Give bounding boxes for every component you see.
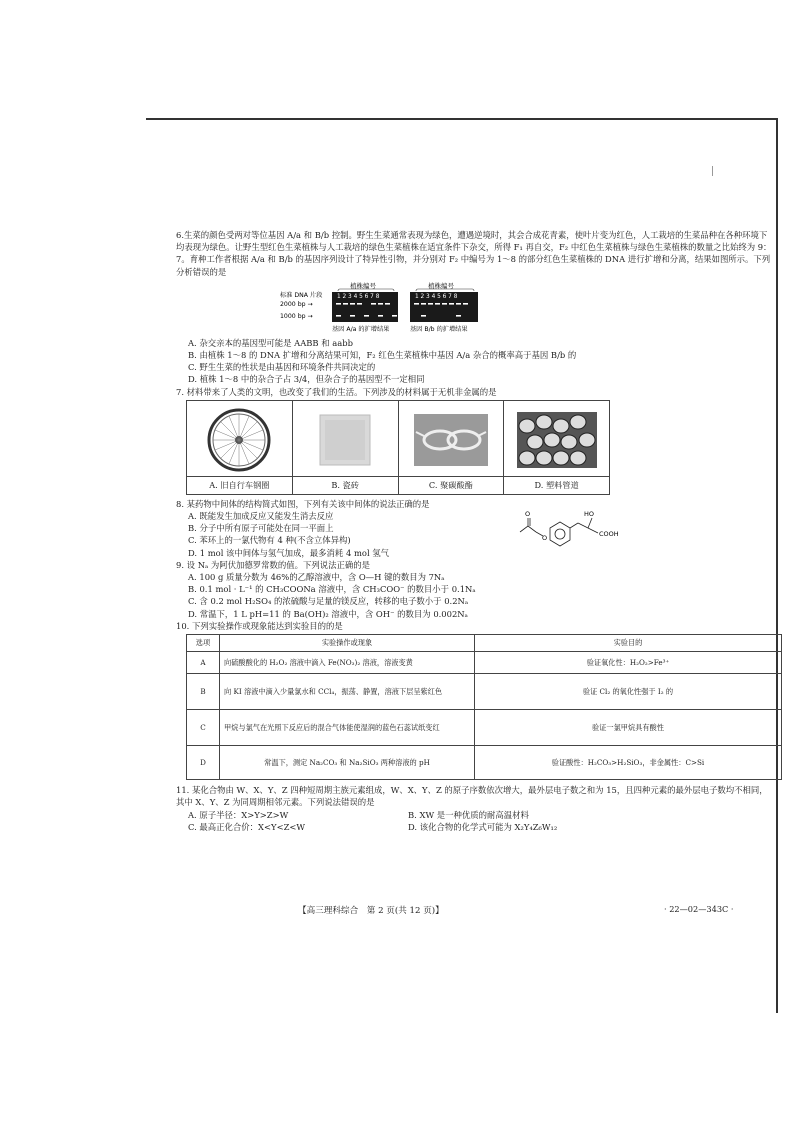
q11-option-c: C. 最高正化合价：X<Y<Z<W: [188, 821, 306, 832]
materials-table: [186, 400, 610, 495]
q9-option-d: D. 常温下，1 L pH=11 的 Ba(OH)₂ 溶液中，含 OH⁻ 的数目为 0.002Nₐ: [188, 608, 468, 619]
question-11: [176, 784, 772, 833]
polycarbonate-icon: [414, 414, 488, 466]
scan-border-top: [146, 118, 778, 120]
q9-option-a: A. 100 g 质量分数为 46%的乙醇溶液中，含 O—H 键的数目为 7Nₐ: [188, 572, 445, 583]
q11-option-a: A. 原子半径：X>Y>Z>W: [188, 809, 289, 820]
q6-option-c: C. 野生生菜的性状是由基因和环境条件共同决定的: [188, 362, 376, 373]
table-row: [187, 746, 782, 780]
structure-formula-figure: [516, 504, 656, 550]
material-caption-d: D. 塑料管道: [504, 476, 609, 494]
gel-marker-label: 标准 DNA 片段: [280, 291, 323, 299]
q11-options-row-1: [188, 809, 772, 821]
row-c-purpose: 验证一氯甲烷具有酸性: [475, 710, 782, 746]
gel-caption-right: 基因 B/b 的扩增结果: [410, 325, 468, 333]
page-footer-title: 【高三理科综合 第 2 页(共 12 页)】: [298, 906, 444, 916]
q6-intro-cont: 7。育种工作者根据 A/a 和 B/b 的基因序列设计了特异性引物，并分别对 F₂ 中编号为 1～8 的部分红色生菜植株的 DNA 进行扩增和分离，结果如图所示。下列分析错误的是: [176, 254, 771, 277]
q6-option-a: A. 杂交亲本的基因型可能是 AABB 和 aabb: [188, 337, 353, 348]
q7-stem: 7. 材料带来了人类的文明，也改变了我们的生活。下列涉及的材料属于无机非金属的是: [176, 386, 497, 397]
material-cell-c: [398, 400, 504, 494]
q11-stem: 11. 某化合物由 W、X、Y、Z 四种短周期主族元素组成，W、X、Y、Z 的原子序数依次增大，最外层电子数之和为 15，且四种元素的最外层电子数均不相同，其中 X、Y、Z 为同周期相邻元素。下列说法错误的是: [176, 785, 768, 808]
experiment-table-header: [187, 635, 782, 652]
q8-stem: 8. 某药物中间体的结构简式如图，下列有关该中间体的说法正确的是: [176, 498, 430, 509]
header-operation: 实验操作或现象: [220, 635, 475, 652]
row-c-option: C: [187, 710, 220, 746]
row-d-purpose: 验证酸性：H₂CO₃>H₂SiO₃，非金属性：C>Si: [475, 746, 782, 780]
material-caption-c: C. 聚碳酸酯: [399, 476, 504, 494]
gel-brace-left: [338, 289, 394, 291]
material-cell-a: [187, 400, 293, 494]
gel-label-1000: 1000 bp →: [280, 312, 313, 320]
row-d-option: D: [187, 746, 220, 780]
table-row: [187, 674, 782, 710]
exam-page: [176, 229, 772, 833]
q9-option-c: C. 含 0.2 mol H₂SO₄ 的浓硫酸与足量的镁反应，转移的电子数小于 0.2Nₐ: [188, 596, 469, 607]
table-row: [187, 710, 782, 746]
q11-option-d: D. 该化合物的化学式可能为 X₂Y₄Z₆W₁₂: [408, 821, 558, 832]
q9-option-b: B. 0.1 mol · L⁻¹ 的 CH₃COONa 溶液中，含 CH₃COO⁻ 的数目小于 0.1Nₐ: [188, 584, 476, 595]
q10-stem: 10. 下列实验操作或现象能达到实验目的的是: [176, 620, 343, 631]
struct-carbonyl-o: O: [525, 509, 531, 518]
question-6: [176, 229, 772, 386]
row-b-option: B: [187, 674, 220, 710]
gel-lanes-right: 1 2 3 4 5 6 7 8: [415, 293, 458, 300]
scan-border-right: [776, 118, 778, 1013]
q8-option-c: C. 苯环上的一氯代物有 4 种(不含立体异构): [188, 535, 351, 546]
table-row: [187, 652, 782, 674]
experiment-table: [186, 634, 782, 780]
gel-label-2000: 2000 bp →: [280, 300, 313, 308]
material-caption-b: B. 瓷砖: [293, 476, 398, 494]
question-8: [176, 498, 772, 559]
question-7: [176, 386, 772, 495]
q8-option-d: D. 1 mol 该中间体与氢气加成，最多消耗 4 mol 氢气: [188, 547, 390, 558]
struct-ho: HO: [584, 509, 595, 518]
q9-stem: 9. 设 Nₐ 为阿伏加德罗常数的值。下列说法正确的是: [176, 559, 371, 570]
header-purpose: 实验目的: [475, 635, 782, 652]
row-c-operation: 甲烷与氯气在光照下反应后的混合气体能使湿润的蓝色石蕊试纸变红: [220, 710, 475, 746]
gel-header-left: 植株编号: [350, 281, 376, 290]
material-cell-b: [292, 400, 398, 494]
q8-option-a: A. 既能发生加成反应又能发生消去反应: [188, 511, 334, 522]
row-d-operation: 常温下，测定 Na₂CO₃ 和 Na₂SiO₃ 两种溶液的 pH: [220, 746, 475, 780]
gel-caption-left: 基因 A/a 的扩增结果: [332, 325, 390, 333]
row-b-operation: 向 KI 溶液中滴入少量氯水和 CCl₄，振荡、静置，溶液下层呈紫红色: [220, 674, 475, 710]
row-b-purpose: 验证 Cl₂ 的氧化性强于 I₂ 的: [475, 674, 782, 710]
question-9: [176, 559, 772, 620]
header-option: 选项: [187, 635, 220, 652]
material-caption-a: A. 旧自行车钢圈: [187, 476, 292, 494]
row-a-purpose: 验证氧化性：H₂O₂>Fe³⁺: [475, 652, 782, 674]
gel-brace-right: [416, 289, 474, 291]
tile-icon: [319, 414, 371, 466]
gel-lanes-left: 1 2 3 4 5 6 7 8: [337, 293, 380, 300]
question-10: [176, 620, 772, 780]
q8-option-b: B. 分子中所有原子可能处在同一平面上: [188, 523, 334, 534]
bicycle-wheel-icon: [206, 407, 272, 473]
dna-gel-figure: [280, 280, 520, 334]
q6-option-d: D. 植株 1～8 中的杂合子占 3/4，但杂合子的基因型不一定相同: [188, 374, 425, 385]
row-a-operation: 向硫酸酸化的 H₂O₂ 溶液中滴入 Fe(NO₃)₂ 溶液，溶液变黄: [220, 652, 475, 674]
struct-ester-o: O: [542, 533, 548, 542]
scan-mark: [712, 166, 713, 176]
material-cell-d: [504, 400, 610, 494]
struct-cooh: COOH: [599, 529, 619, 538]
pipes-icon: [517, 412, 597, 468]
q11-option-b: B. XW 是一种优质的耐高温材料: [408, 809, 529, 820]
gel-header-right: 植株编号: [428, 281, 454, 290]
q6-intro: 6.生菜的颜色受两对等位基因 A/a 和 B/b 控制。野生生菜通常表现为绿色，遭遇逆境时，其会合成花青素，使叶片变为红色，人工栽培的生菜品种在各种环境下均表现为绿色。让野生型红色生菜植株与人工栽培的绿色生菜植株在适宜条件下杂交，所得 F₁ 再自交，F₂ 中红色生菜植株与绿色生菜植株的数量之比始终为 9：: [176, 230, 772, 253]
page-footer-code: · 22—02—343C ·: [664, 904, 734, 914]
q11-options-row-2: [188, 821, 772, 833]
row-a-option: A: [187, 652, 220, 674]
q6-option-b: B. 由植株 1～8 的 DNA 扩增和分离结果可知，F₂ 红色生菜植株中基因 A/a 杂合的概率高于基因 B/b 的: [188, 350, 577, 361]
